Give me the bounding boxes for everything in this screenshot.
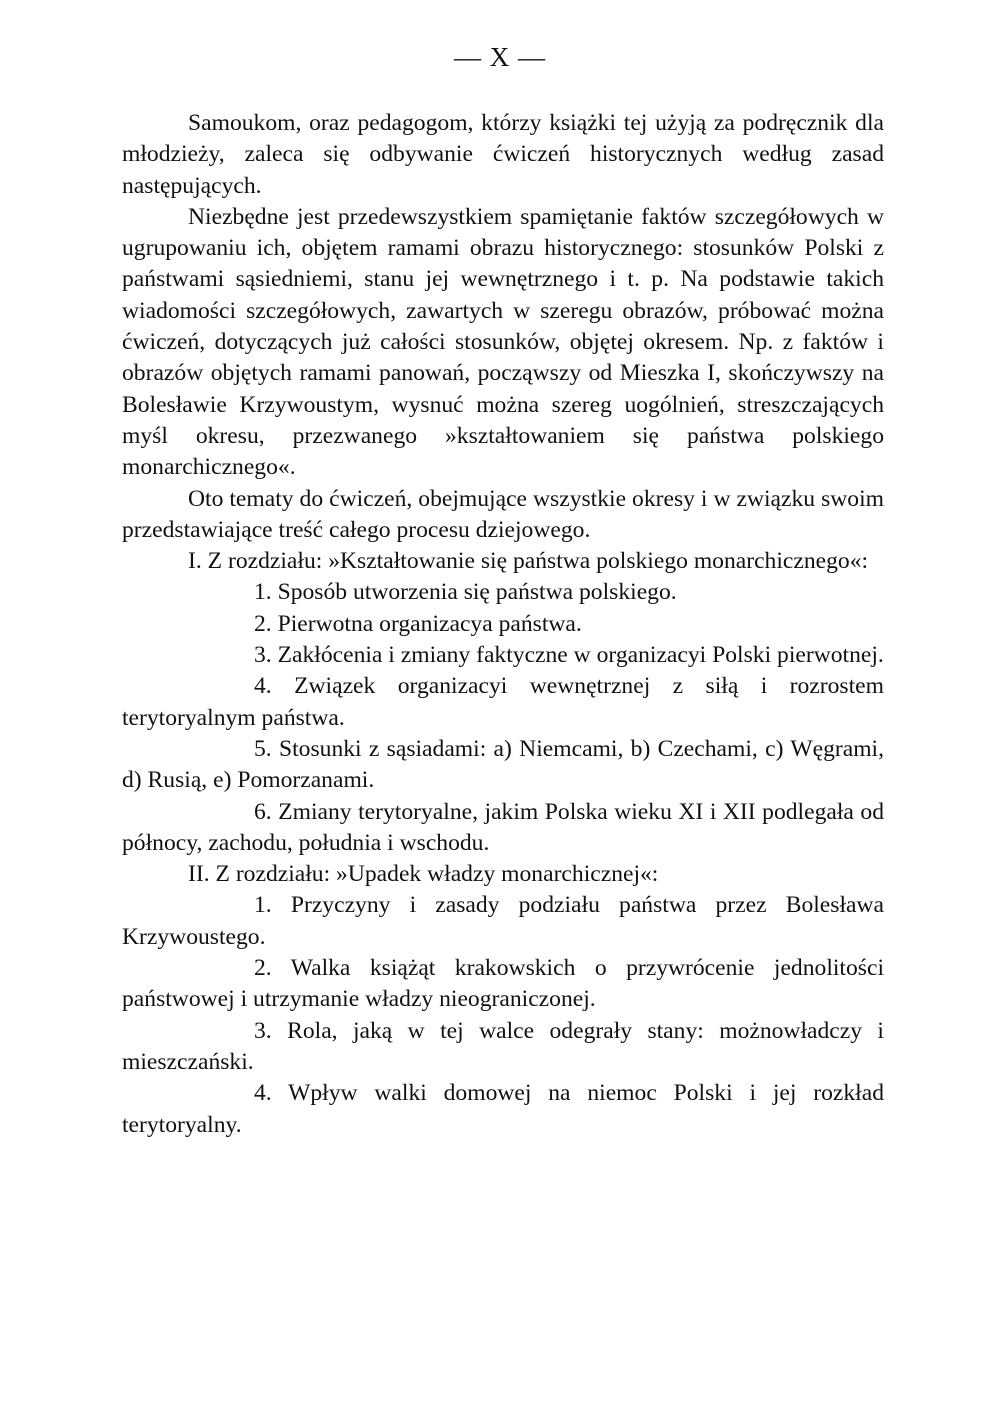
- list-item: 5. Stosunki z sąsiadami: a) Niemcami, b) Czechami, c) Węgrami, d) Rusią, e) Pomorzanami.: [122, 735, 884, 794]
- list-item: 6. Zmiany terytoryalne, jakim Polska wieku XI i XII podlegała od północy, zachodu, południa i wschodu.: [122, 798, 884, 856]
- page-number-header: — X —: [454, 42, 546, 72]
- body-text: [122, 108, 884, 1141]
- list-item: 3. Zakłócenia i zmiany faktyczne w organizacyi Polski pierwotnej.: [254, 642, 884, 669]
- method-paragraph: Niezbędne jest przedewszystkiem spamiętanie faktów szczegółowych w ugrupowaniu ich, objętem ramami obrazu historycznego: stosunków Polski z państwami sąsiedniemi, stanu jej wewnętrznego i t. p. Na podstawie takich wiadomości szczegółowych, zawartych w szeregu obrazów, próbować można ćwiczeń, dotyczących już całości stosunków, objętej okresem. Np. z faktów i obrazów objętych ramami panowań, począwszy od Mieszka I, skończywszy na Bolesławie Krzywoustym, wysnuć można szereg uogólnień, streszczających myśl okresu, przezwanego »kształtowaniem się państwa polskiego monarchicznego«.: [122, 203, 884, 481]
- topics-intro-paragraph: Oto tematy do ćwiczeń, obejmujące wszystkie okresy i w związku swoim przedstawiające treść całego procesu dziejowego.: [122, 485, 884, 543]
- intro-paragraph: Samoukom, oraz pedagogom, którzy książki tej użyją za podręcznik dla młodzieży, zaleca się odbywanie ćwiczeń historycznych według zasad następujących.: [122, 110, 884, 199]
- list-item: 4. Wpływ walki domowej na niemoc Polski i jej rozkład terytoryalny.: [122, 1080, 884, 1138]
- list-item: 2. Pierwotna organizacya państwa.: [254, 610, 582, 637]
- list-item: 2. Walka książąt krakowskich o przywrócenie jednolitości państwowej i utrzymanie władzy nieograniczonej.: [122, 955, 884, 1013]
- section-heading-2: II. Z rozdziału: »Upadek władzy monarchicznej«:: [188, 861, 659, 888]
- list-item: 1. Sposób utworzenia się państwa polskiego.: [254, 579, 677, 606]
- list-item: 1. Przyczyny i zasady podziału państwa przez Bolesława Krzywoustego.: [122, 892, 884, 950]
- list-item: 3. Rola, jaką w tej walce odegrały stany: możnowładczy i mieszczański.: [122, 1017, 884, 1075]
- list-item: 4. Związek organizacyi wewnętrznej z siłą i rozrostem terytoryalnym państwa.: [122, 673, 884, 731]
- section-heading-1: I. Z rozdziału: »Kształtowanie się państwa polskiego monarchicznego«:: [188, 548, 869, 575]
